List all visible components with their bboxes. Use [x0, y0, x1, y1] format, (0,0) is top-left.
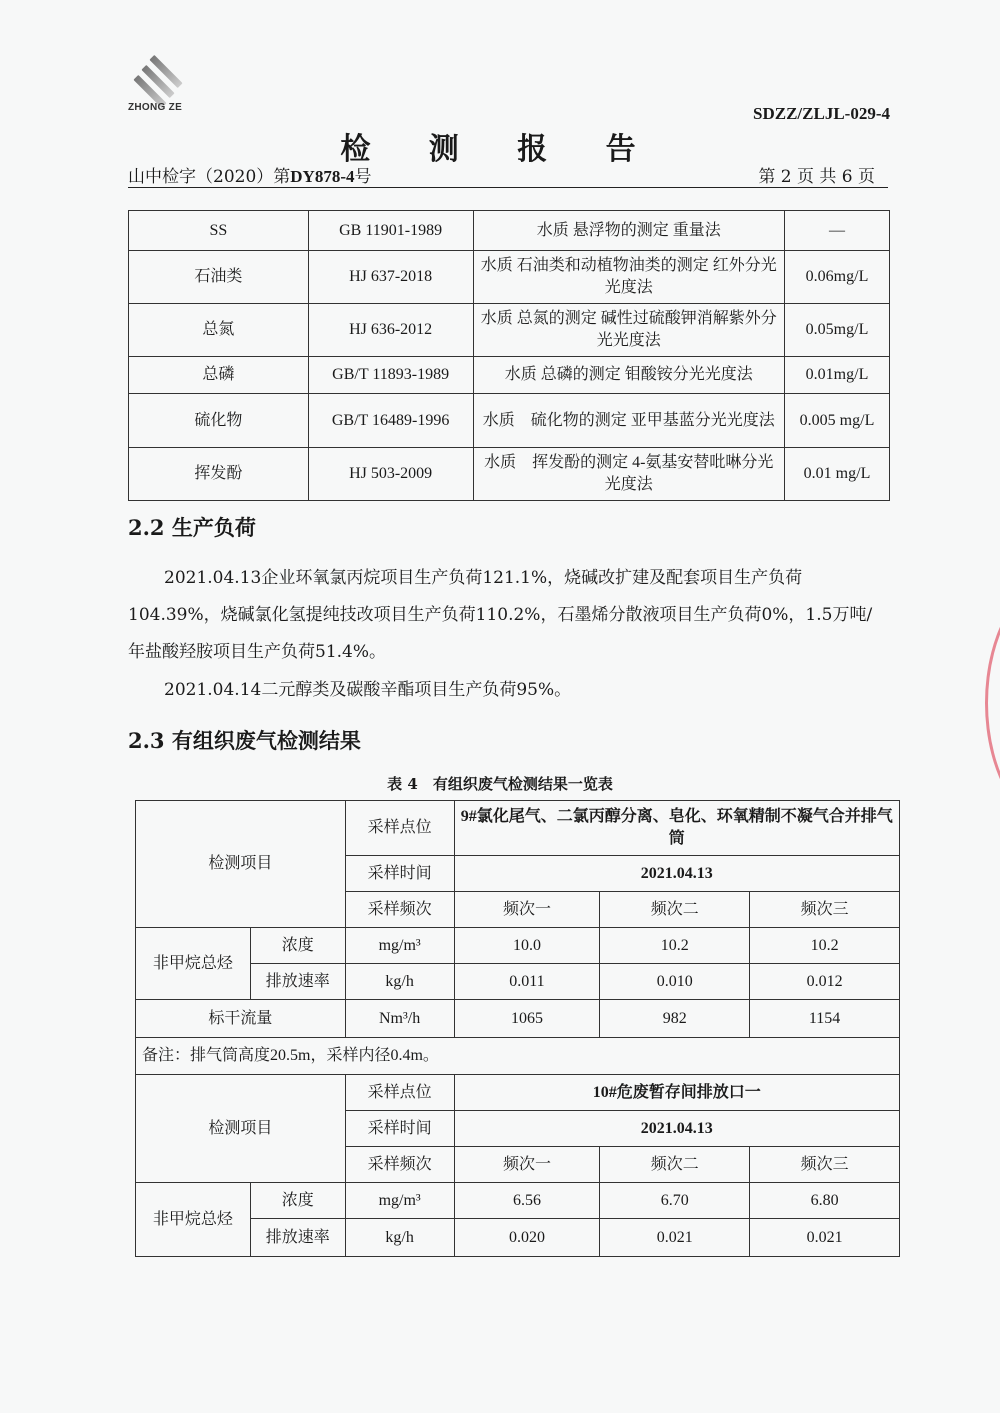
standard-cell: GB 11901-1989 [308, 211, 473, 251]
sample-time-label: 采样时间 [345, 856, 454, 892]
table-row [136, 1219, 900, 1257]
limit-cell: 0.01 mg/L [785, 448, 890, 501]
item-cell: 硫化物 [129, 394, 309, 448]
freq-header: 频次一 [454, 1147, 600, 1183]
method-cell: 水质 悬浮物的测定 重量法 [473, 211, 785, 251]
limit-cell: 0.05mg/L [785, 304, 890, 357]
limit-cell: — [785, 211, 890, 251]
method-cell: 水质 总磷的测定 钼酸铵分光光度法 [473, 357, 785, 394]
limit-cell: 0.06mg/L [785, 251, 890, 304]
gas-result-table-2 [135, 1074, 900, 1257]
value-cell: 1154 [750, 1000, 900, 1038]
freq-header: 频次二 [600, 892, 750, 928]
param-label: 排放速率 [250, 1219, 345, 1257]
sample-point-value: 9#氯化尾气、二氯丙醇分离、皂化、环氧精制不凝气合并排气筒 [454, 801, 899, 856]
value-cell: 10.2 [600, 928, 750, 964]
sample-point-value: 10#危废暂存间排放口一 [454, 1075, 899, 1111]
table-row [136, 1075, 900, 1111]
param-label: 标干流量 [136, 1000, 346, 1038]
report-number [128, 162, 371, 187]
logo-text: ZHONG ZE [128, 102, 183, 113]
table-row [129, 211, 890, 251]
table-row [129, 304, 890, 357]
table-row [136, 964, 900, 1000]
test-item-header: 检测项目 [136, 801, 346, 928]
item-cell: 总氮 [129, 304, 309, 357]
item-cell: 石油类 [129, 251, 309, 304]
param-label: 排放速率 [250, 964, 345, 1000]
report-title: 检 测 报 告 [340, 132, 660, 167]
method-cell: 水质 硫化物的测定 亚甲基蓝分光光度法 [473, 394, 785, 448]
value-cell: 6.70 [600, 1183, 750, 1219]
table-row [136, 1038, 900, 1075]
sample-freq-label: 采样频次 [345, 1147, 454, 1183]
value-cell: 1065 [454, 1000, 600, 1038]
paragraph: 2021.04.14二元醇类及碳酸辛酯项目生产负荷95%。 [164, 680, 572, 700]
method-cell: 水质 石油类和动植物油类的测定 红外分光光度法 [473, 251, 785, 304]
table-row [129, 357, 890, 394]
sample-point-label: 采样点位 [345, 1075, 454, 1111]
sample-freq-label: 采样频次 [345, 892, 454, 928]
table-row [136, 1000, 900, 1038]
value-cell: 982 [600, 1000, 750, 1038]
pollutant-name: 非甲烷总烃 [136, 928, 251, 1000]
value-cell: 10.0 [454, 928, 600, 964]
document-code: SDZZ/ZLJL-029-4 [753, 104, 890, 123]
sample-point-label: 采样点位 [345, 801, 454, 856]
header-divider [128, 187, 888, 188]
value-cell: 0.010 [600, 964, 750, 1000]
test-item-header: 检测项目 [136, 1075, 346, 1183]
value-cell: 0.020 [454, 1219, 600, 1257]
company-logo [128, 58, 208, 124]
unit-cell: kg/h [345, 1219, 454, 1257]
table-row [129, 251, 890, 304]
limit-cell: 0.005 mg/L [785, 394, 890, 448]
unit-cell: kg/h [345, 964, 454, 1000]
standard-cell: HJ 503-2009 [308, 448, 473, 501]
param-label: 浓度 [250, 928, 345, 964]
value-cell: 6.56 [454, 1183, 600, 1219]
item-cell: SS [129, 211, 309, 251]
pollutant-name: 非甲烷总烃 [136, 1183, 251, 1257]
param-label: 浓度 [250, 1183, 345, 1219]
seal-stamp [985, 570, 1000, 836]
sample-time-value: 2021.04.13 [454, 1111, 899, 1147]
standard-cell: GB/T 11893-1989 [308, 357, 473, 394]
value-cell: 0.011 [454, 964, 600, 1000]
freq-header: 频次二 [600, 1147, 750, 1183]
unit-cell: Nm³/h [345, 1000, 454, 1038]
standard-cell: GB/T 16489-1996 [308, 394, 473, 448]
item-cell: 总磷 [129, 357, 309, 394]
unit-cell: mg/m³ [345, 1183, 454, 1219]
value-cell: 0.021 [750, 1219, 900, 1257]
table-row [136, 801, 900, 856]
section-heading: 2.2 生产负荷 [128, 515, 256, 540]
table-caption: 表 4 有组织废气检测结果一览表 [387, 775, 613, 793]
report-number-value: DY878-4 [290, 167, 355, 186]
standard-cell: HJ 636-2012 [308, 304, 473, 357]
table-row [129, 448, 890, 501]
remark-cell: 备注：排气筒高度20.5m，采样内径0.4m。 [136, 1038, 900, 1075]
table-row [136, 928, 900, 964]
method-table [128, 210, 890, 501]
freq-header: 频次一 [454, 892, 600, 928]
standard-cell: HJ 637-2018 [308, 251, 473, 304]
gas-result-table-1 [135, 800, 900, 1075]
report-number-prefix: 山中检字（2020）第 [128, 167, 291, 187]
section-heading: 2.3 有组织废气检测结果 [128, 728, 361, 753]
sample-time-label: 采样时间 [345, 1111, 454, 1147]
method-cell: 水质 总氮的测定 碱性过硫酸钾消解紫外分光光度法 [473, 304, 785, 357]
value-cell: 10.2 [750, 928, 900, 964]
limit-cell: 0.01mg/L [785, 357, 890, 394]
report-number-suffix: 号 [354, 167, 372, 187]
table-row [136, 1183, 900, 1219]
freq-header: 频次三 [750, 1147, 900, 1183]
page-info: 第 2 页 共 6 页 [758, 167, 875, 187]
sample-time-value: 2021.04.13 [454, 856, 899, 892]
unit-cell: mg/m³ [345, 928, 454, 964]
paragraph: 2021.04.13企业环氧氯丙烷项目生产负荷121.1%，烧碱改扩建及配套项目生产负荷104.39%，烧碱氯化氢提纯技改项目生产负荷110.2%，石墨烯分散液项目生产负荷0%，1.5万吨/年盐酸羟胺项目生产负荷51.4%。 [128, 568, 873, 662]
method-cell: 水质 挥发酚的测定 4-氨基安替吡啉分光光度法 [473, 448, 785, 501]
freq-header: 频次三 [750, 892, 900, 928]
item-cell: 挥发酚 [129, 448, 309, 501]
value-cell: 0.012 [750, 964, 900, 1000]
table-row [129, 394, 890, 448]
value-cell: 6.80 [750, 1183, 900, 1219]
value-cell: 0.021 [600, 1219, 750, 1257]
